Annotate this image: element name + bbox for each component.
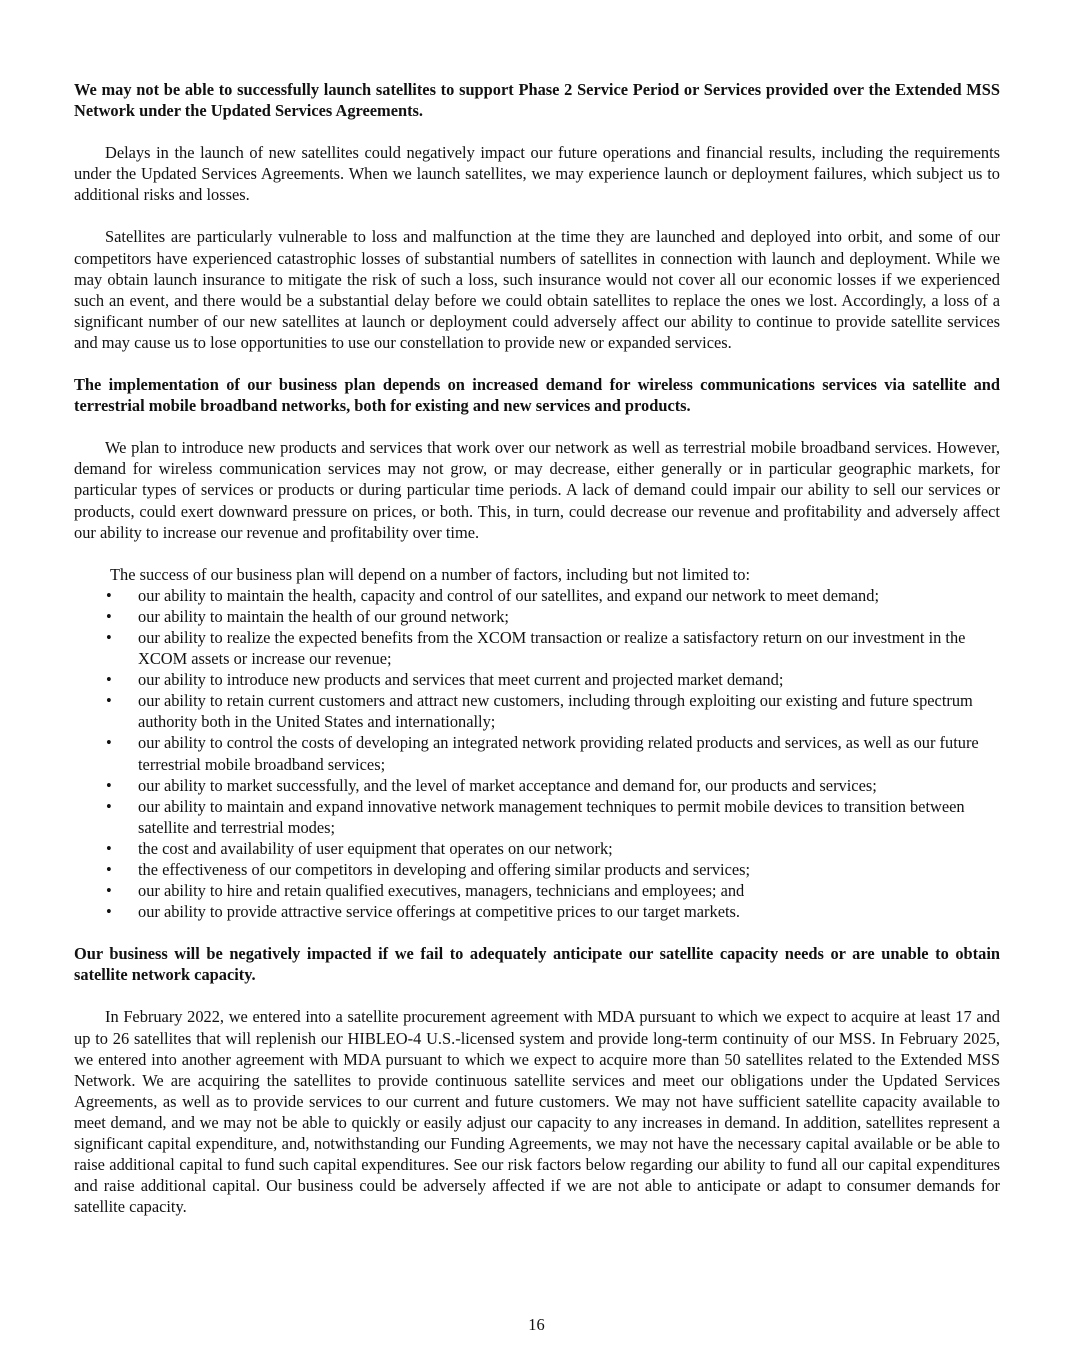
bullet-icon: • xyxy=(106,881,112,901)
list-item xyxy=(74,796,1000,838)
list-item xyxy=(74,585,1000,606)
page-number: 16 xyxy=(528,1315,545,1334)
section-heading-launch-risk: We may not be able to successfully launch satellites to support Phase 2 Service Period or Services provided over the Extended MSS Network under the Updated Services Agreements. xyxy=(74,80,1000,121)
list-item-text: our ability to maintain the health of our ground network; xyxy=(138,606,509,626)
paragraph-launch-delays: Delays in the launch of new satellites could negatively impact our future operations and financial results, including the requirements under the Updated Services Agreements. When we launch satellites, we may experience launch or deployment failures, which subject us to additional risks and losses. xyxy=(74,143,1000,205)
bullet-list-intro: The success of our business plan will depend on a number of factors, including but not limited to: xyxy=(110,564,751,584)
list-item-text: the effectiveness of our competitors in developing and offering similar products and services; xyxy=(138,860,751,879)
paragraph-capacity: In February 2022, we entered into a satellite procurement agreement with MDA pursuant to which we expect to acquire at least 17 and up to 26 satellites that will replenish our HIBLEO-4 U.S.-licensed system and provide long-term continuity of our MSS. In February 2025, we entered into another agreement with MDA pursuant to which we expect to acquire more than 50 satellites related to the Extended MSS Network. We are acquiring the satellites to provide continuous satellite services and meet our obligations under the Updated Services Agreements, as well as to provide services to our current and future customers. We may not have sufficient satellite capacity available to meet demand, and we may not be able to quickly or easily adjust our capacity to any increases in demand. In addition, satellites represent a significant capital expenditure, and, notwithstanding our Funding Agreements, we may not have the necessary capital available or be able to raise additional capital to fund such capital expenditures. See our risk factors below regarding our ability to fund all our capital expenditures and raise additional capital. Our business could be adversely affected if we are not able to anticipate or adapt to consumer demands for satellite capacity. xyxy=(74,1007,1000,1217)
paragraph-satellite-vulnerability: Satellites are particularly vulnerable to loss and malfunction at the time they are launched and deployed into orbit, and some of our competitors have experienced catastrophic losses of substantial numbers of satellites in connection with launch and deployment. While we may obtain launch insurance to mitigate the risk of such a loss, such insurance would not cover all our economic losses if we experienced such an event, and there would be a substantial delay before we could obtain satellites to replace the ones we lost. Accordingly, a loss of a significant number of our new satellites at launch or deployment could adversely affect our ability to continue to provide satellite services and may cause us to lose opportunities to use our constellation to provide new or expanded services. xyxy=(74,227,1000,352)
list-item xyxy=(74,880,1000,901)
bullet-icon: • xyxy=(106,585,112,605)
list-item-text: our ability to hire and retain qualified executives, managers, technicians and employees; and xyxy=(138,881,745,901)
list-item xyxy=(74,732,1000,774)
list-item-text: our ability to control the costs of developing an integrated network providing related products and services, as well as our future terrestrial mobile broadband services; xyxy=(138,733,979,774)
list-item xyxy=(74,669,1000,690)
document-page xyxy=(74,79,1000,1238)
section-heading-capacity: Our business will be negatively impacted if we fail to adequately anticipate our satellite capacity needs or are unable to obtain satellite network capacity. xyxy=(74,944,1000,985)
section-heading-demand: The implementation of our business plan depends on increased demand for wireless communications services via satellite and terrestrial mobile broadband networks, both for existing and new services and products. xyxy=(74,375,1000,416)
list-item-text: our ability to maintain the health, capacity and control of our satellites, and expand our network to meet demand; xyxy=(138,585,879,605)
list-item-text: our ability to realize the expected benefits from the XCOM transaction or realize a satisfactory return on our investment in the XCOM assets or increase our revenue; xyxy=(138,627,966,669)
list-item xyxy=(74,627,1000,669)
list-item-text: our ability to market successfully, and the level of market acceptance and demand for, our products and services; xyxy=(138,775,877,795)
list-item-text: our ability to provide attractive service offerings at competitive prices to our target markets. xyxy=(138,902,741,922)
list-item xyxy=(74,901,1000,922)
list-item xyxy=(74,775,1000,796)
bullet-icon: • xyxy=(106,775,112,795)
list-item xyxy=(74,838,1000,859)
list-item-text: our ability to retain current customers and attract new customers, including through exploiting our existing and future spectrum authority both in the United States and internationally; xyxy=(138,691,973,732)
bullet-icon: • xyxy=(106,860,112,879)
bullet-icon: • xyxy=(106,838,112,858)
list-item xyxy=(74,690,1000,732)
list-item-text: the cost and availability of user equipment that operates on our network; xyxy=(138,838,613,858)
list-item xyxy=(74,859,1000,880)
paragraph-demand: We plan to introduce new products and services that work over our network as well as terrestrial mobile broadband services. However, demand for wireless communication services may not grow, or may decrease, either generally or in particular geographic markets, for particular types of services or products or during particular time periods. A lack of demand could impair our ability to sell our services or products, could exert downward pressure on prices, or both. This, in turn, could decrease our revenue and profitability and adversely affect our ability to increase our revenue and profitability over time. xyxy=(74,438,1000,542)
list-item-text: our ability to maintain and expand innovative network management techniques to permit mobile devices to transition between satellite and terrestrial modes; xyxy=(138,796,965,837)
list-item-text: our ability to introduce new products and services that meet current and projected market demand; xyxy=(138,670,784,690)
bullet-icon: • xyxy=(106,902,112,922)
success-factors-list xyxy=(74,585,1000,923)
list-item xyxy=(74,606,1000,627)
bullet-icon: • xyxy=(106,606,112,626)
bullet-icon: • xyxy=(106,670,112,690)
bullet-icon: • xyxy=(106,733,112,753)
bullet-icon: • xyxy=(106,627,112,647)
bullet-icon: • xyxy=(106,691,112,711)
bullet-icon: • xyxy=(106,796,112,816)
